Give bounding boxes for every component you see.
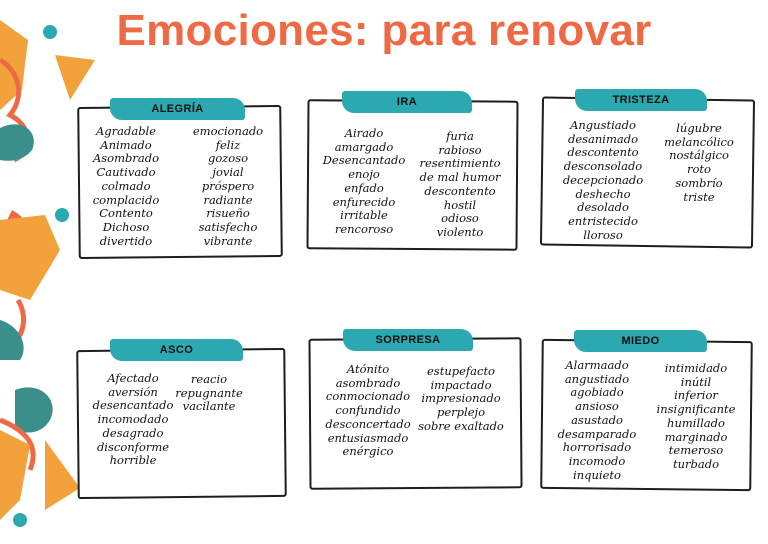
word: enfurecido xyxy=(332,194,396,209)
word: Asombrado xyxy=(92,151,160,166)
word: desanimado xyxy=(567,131,639,146)
word: incomodado xyxy=(97,412,169,427)
word: entristecido xyxy=(568,213,638,228)
word: radiante xyxy=(203,192,253,207)
word: impresionado xyxy=(421,391,501,406)
word: enérgico xyxy=(342,444,394,459)
word: humillado xyxy=(667,415,725,430)
word: horrible xyxy=(109,453,157,468)
word: Airado xyxy=(344,126,384,140)
word: próspero xyxy=(201,178,255,193)
word: de mal humor xyxy=(419,170,501,185)
word: repugnante xyxy=(175,385,243,400)
word: reacio xyxy=(190,372,228,386)
word: deshecho xyxy=(575,186,631,201)
word: sobre exaltado xyxy=(418,418,504,433)
word: Afectado xyxy=(107,371,159,385)
word: Angustiado xyxy=(570,118,636,132)
word: colmado xyxy=(101,178,151,193)
word: temeroso xyxy=(668,443,724,458)
word: inquieto xyxy=(573,467,621,482)
word: angustiado xyxy=(564,371,630,386)
word: desamparado xyxy=(557,426,637,441)
word: turbado xyxy=(672,456,720,471)
word: violento xyxy=(436,224,484,239)
word: marginado xyxy=(664,429,728,444)
tag-ira: IRA xyxy=(342,91,472,113)
page-title: Emociones: para renovar xyxy=(116,6,652,55)
word: Contento xyxy=(99,206,153,221)
asco-col2 xyxy=(176,373,242,414)
tag-miedo: MIEDO xyxy=(574,330,707,352)
word: decepcionado xyxy=(562,172,644,187)
word: Animado xyxy=(100,137,152,152)
word: inferior xyxy=(674,388,718,403)
word: disconforme xyxy=(96,439,170,454)
tag-alegria: ALEGRÍA xyxy=(110,98,245,120)
word: ansioso xyxy=(575,399,619,414)
word: Alarmaado xyxy=(565,358,629,372)
tristeza-col2 xyxy=(662,122,736,204)
word: rencoroso xyxy=(334,221,394,236)
word: intimidado xyxy=(664,361,728,375)
word: desolado xyxy=(577,200,629,215)
word: inútil xyxy=(680,374,712,389)
word: desencantado xyxy=(92,398,174,413)
word: conmocionado xyxy=(325,389,411,404)
word: lloroso xyxy=(583,227,623,242)
word: gozoso xyxy=(207,151,249,166)
word: vacilante xyxy=(182,399,236,414)
word: Cautivado xyxy=(96,165,156,180)
word: rabioso xyxy=(438,142,482,157)
word: Desencantado xyxy=(322,153,406,168)
word: confundido xyxy=(335,403,401,418)
word: lúgubre xyxy=(676,121,722,135)
tag-sorpresa: SORPRESA xyxy=(343,329,473,351)
asco-col1 xyxy=(94,372,172,468)
word: entusiasmado xyxy=(327,430,409,445)
word: emocionado xyxy=(192,124,264,138)
word: insignificante xyxy=(656,402,736,417)
word: amargado xyxy=(334,139,394,154)
word: hostil xyxy=(443,197,477,212)
word: asustado xyxy=(571,412,623,427)
word: Agradable xyxy=(95,124,157,138)
word: Atónito xyxy=(346,362,390,376)
word: enojo xyxy=(348,167,380,182)
miedo-col2 xyxy=(655,362,737,472)
word: enfado xyxy=(344,180,384,195)
word: irritable xyxy=(340,208,388,223)
word: desagrado xyxy=(102,425,164,440)
sorpresa-col2 xyxy=(418,365,504,434)
word: melancólico xyxy=(664,134,734,149)
word: feliz xyxy=(215,137,241,152)
word: resentimiento xyxy=(419,156,501,171)
word: risueño xyxy=(206,206,250,221)
word: vibrante xyxy=(203,233,253,248)
word: roto xyxy=(687,162,711,177)
word: satisfecho xyxy=(198,219,258,234)
word: divertido xyxy=(99,233,153,248)
word: sombrío xyxy=(675,175,723,190)
ira-col2 xyxy=(418,130,502,240)
word: jovial xyxy=(212,165,244,180)
ira-col1 xyxy=(322,126,406,237)
word: Dichoso xyxy=(102,219,150,234)
word: desconsolado xyxy=(563,159,643,174)
word: agobiado xyxy=(570,385,624,400)
word: descontento xyxy=(567,145,639,160)
alegria-col2 xyxy=(188,125,268,248)
word: furia xyxy=(446,129,474,143)
word: odioso xyxy=(441,211,479,226)
word: estupefacto xyxy=(426,364,495,378)
word: descontento xyxy=(424,183,496,198)
word: triste xyxy=(683,189,715,204)
word: horrorisado xyxy=(562,440,632,455)
word: aversión xyxy=(108,384,158,399)
word: perplejo xyxy=(437,405,485,420)
sorpresa-col1 xyxy=(325,362,411,459)
miedo-col1 xyxy=(556,359,638,482)
tristeza-col1 xyxy=(560,119,646,242)
tag-asco: ASCO xyxy=(110,339,243,361)
tag-tristeza: TRISTEZA xyxy=(575,89,707,111)
word: desconcertado xyxy=(325,416,411,431)
word: incomodo xyxy=(568,453,626,468)
word: impactado xyxy=(430,377,492,392)
word: asombrado xyxy=(335,375,401,390)
word: complacido xyxy=(92,192,160,207)
alegria-col1 xyxy=(90,125,162,248)
word: nostálgico xyxy=(669,148,729,163)
